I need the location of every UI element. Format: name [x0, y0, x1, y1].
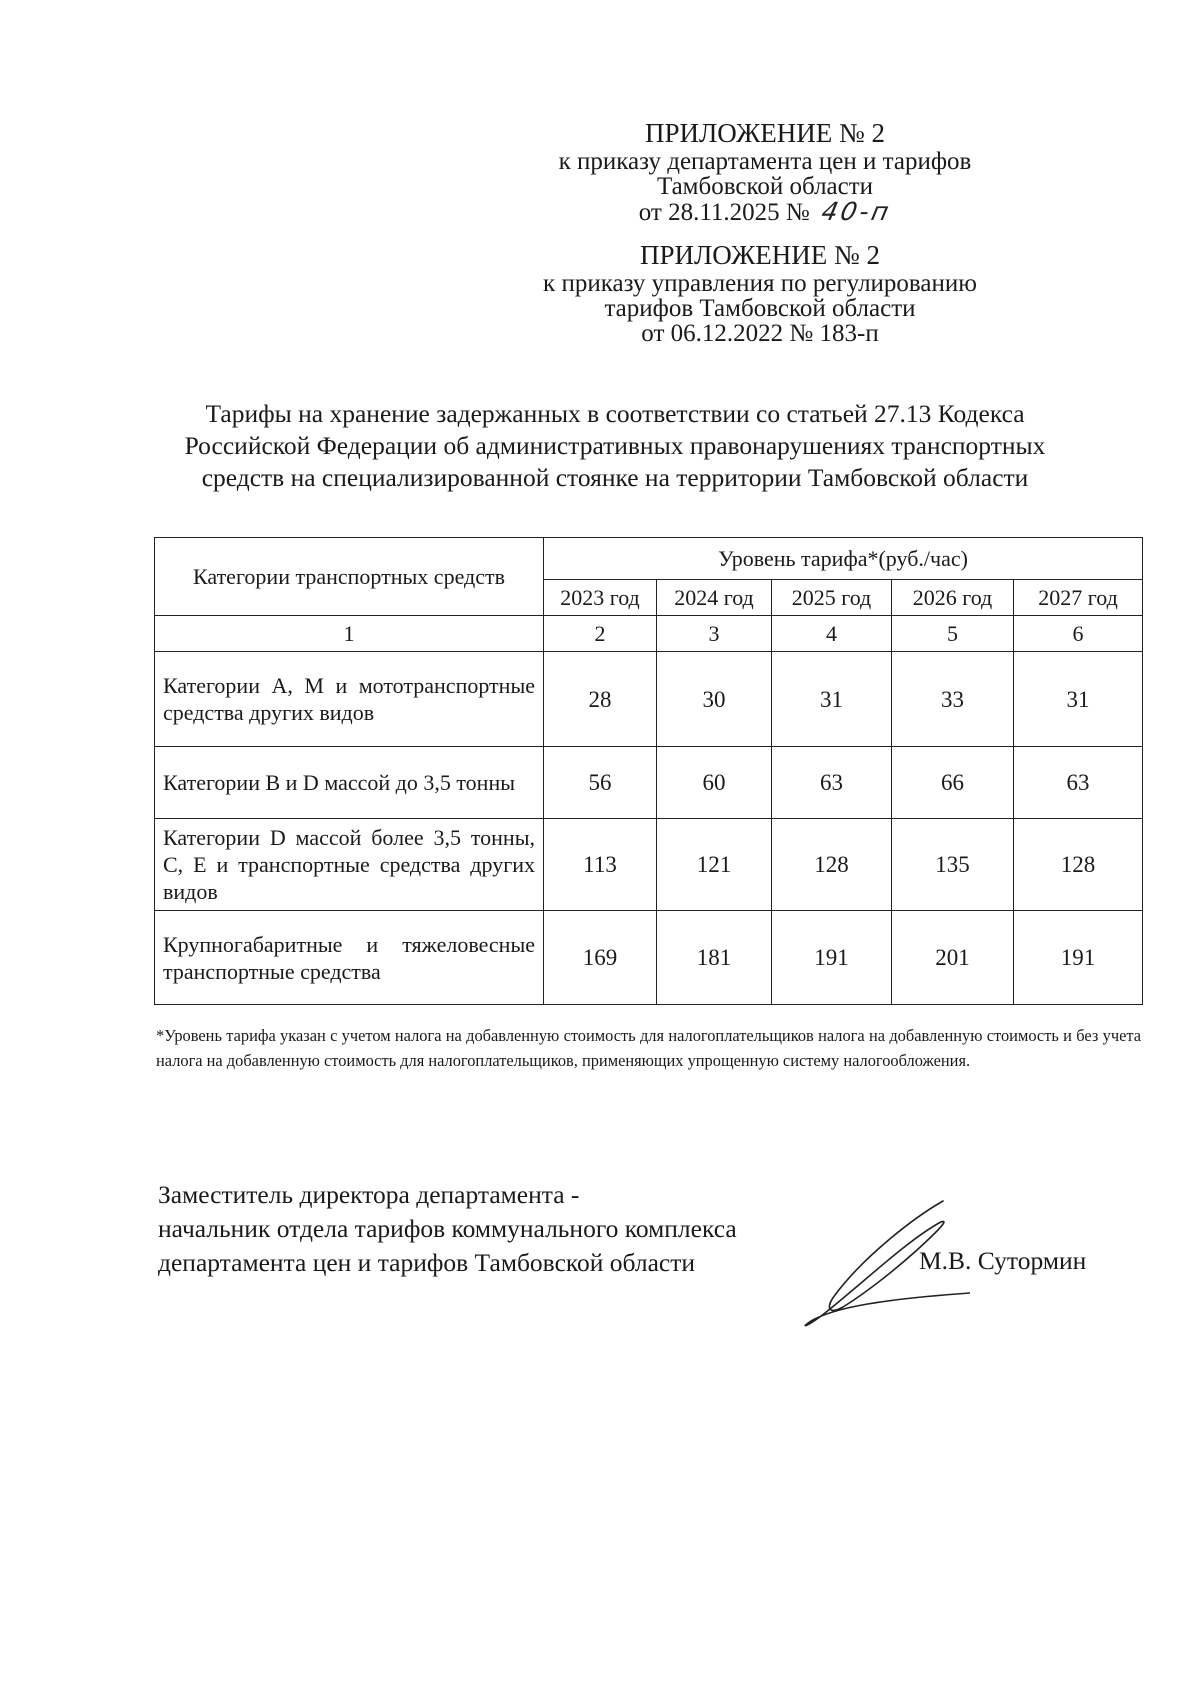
table-row — [155, 652, 1143, 747]
appendix-1-date: от 28.11.2025 № — [638, 199, 810, 226]
signer-name: М.В. Сутормин — [919, 1246, 1087, 1275]
row-category: Категории D массой более 3,5 тонны, С, Е и транспортные средства других видов — [155, 819, 544, 911]
column-number: 6 — [1014, 616, 1143, 652]
column-number: 4 — [772, 616, 892, 652]
table-row — [155, 911, 1143, 1005]
tariff-value: 30 — [657, 652, 772, 747]
column-number: 5 — [892, 616, 1014, 652]
tariff-value: 181 — [657, 911, 772, 1005]
document-title-line3: средств на специализированной стоянке на территории Тамбовской области — [201, 463, 1029, 492]
appendix-1-line1: к приказу департамента цен и тарифов — [558, 148, 972, 175]
column-number: 2 — [544, 616, 657, 652]
header-tariff: Уровень тарифа*(руб./час) — [544, 538, 1143, 580]
header-category: Категории транспортных средств — [155, 538, 544, 616]
row-category: Крупногабаритные и тяжеловесные транспортные средства — [155, 911, 544, 1005]
document-title-line2: Российской Федерации об административных правонарушениях транспортных — [184, 431, 1046, 460]
tariff-value: 60 — [657, 747, 772, 819]
tariff-value: 169 — [544, 911, 657, 1005]
signer-position-line2: начальник отдела тарифов коммунального комплекса — [158, 1214, 737, 1243]
appendix-2-header — [510, 240, 1010, 346]
table-header-row — [155, 538, 1143, 580]
signature-block — [158, 1178, 737, 1280]
tariff-value: 113 — [544, 819, 657, 911]
appendix-1-line2: Тамбовской области — [656, 173, 874, 200]
tariff-value: 191 — [1014, 911, 1143, 1005]
handwritten-order-number: 40-п — [818, 197, 895, 226]
appendix-1-title: ПРИЛОЖЕНИЕ № 2 — [644, 118, 886, 148]
appendix-2-title: ПРИЛОЖЕНИЕ № 2 — [639, 240, 881, 270]
row-category: Категории В и D массой до 3,5 тонны — [155, 747, 544, 819]
column-number: 1 — [155, 616, 544, 652]
signer-position-line1: Заместитель директора департамента - — [158, 1180, 580, 1209]
tariff-value: 191 — [772, 911, 892, 1005]
appendix-1-date-line — [530, 199, 1000, 225]
tariff-value: 201 — [892, 911, 1014, 1005]
tariff-value: 28 — [544, 652, 657, 747]
tariff-value: 31 — [772, 652, 892, 747]
tariff-value: 31 — [1014, 652, 1143, 747]
document-title-line1: Тарифы на хранение задержанных в соответствии со статьей 27.13 Кодекса — [205, 399, 1025, 428]
table-row — [155, 819, 1143, 911]
signer-position-line3: департамента цен и тарифов Тамбовской области — [158, 1248, 695, 1277]
tariff-value: 128 — [1014, 819, 1143, 911]
header-year: 2027 год — [1014, 580, 1143, 616]
tariff-value: 63 — [1014, 747, 1143, 819]
tariff-value: 121 — [657, 819, 772, 911]
header-year: 2025 год — [772, 580, 892, 616]
tariff-value: 63 — [772, 747, 892, 819]
appendix-2-line3: от 06.12.2022 № 183-п — [641, 320, 879, 347]
tariff-value: 66 — [892, 747, 1014, 819]
appendix-1-header — [530, 118, 1000, 225]
tariff-value: 128 — [772, 819, 892, 911]
footnote: *Уровень тарифа указан с учетом налога на добавленную стоимость для налогоплательщиков налога на добавленную стоимость и без учета налога на добавленную стоимость для налогоплательщиков, применяющих упрощенную систему налогообложения. — [156, 1026, 1141, 1070]
header-year: 2026 год — [892, 580, 1014, 616]
tariff-value: 56 — [544, 747, 657, 819]
header-year: 2024 год — [657, 580, 772, 616]
table-column-numbers-row — [155, 616, 1143, 652]
document-title — [150, 398, 1080, 494]
column-number: 3 — [657, 616, 772, 652]
appendix-2-line2: тарифов Тамбовской области — [604, 295, 916, 322]
appendix-2-line1: к приказу управления по регулированию — [543, 270, 977, 297]
table-row — [155, 747, 1143, 819]
tariff-value: 33 — [892, 652, 1014, 747]
tariff-value: 135 — [892, 819, 1014, 911]
tariff-table — [154, 537, 1143, 1005]
row-category: Категории А, М и мототранспортные средства других видов — [155, 652, 544, 747]
header-year: 2023 год — [544, 580, 657, 616]
